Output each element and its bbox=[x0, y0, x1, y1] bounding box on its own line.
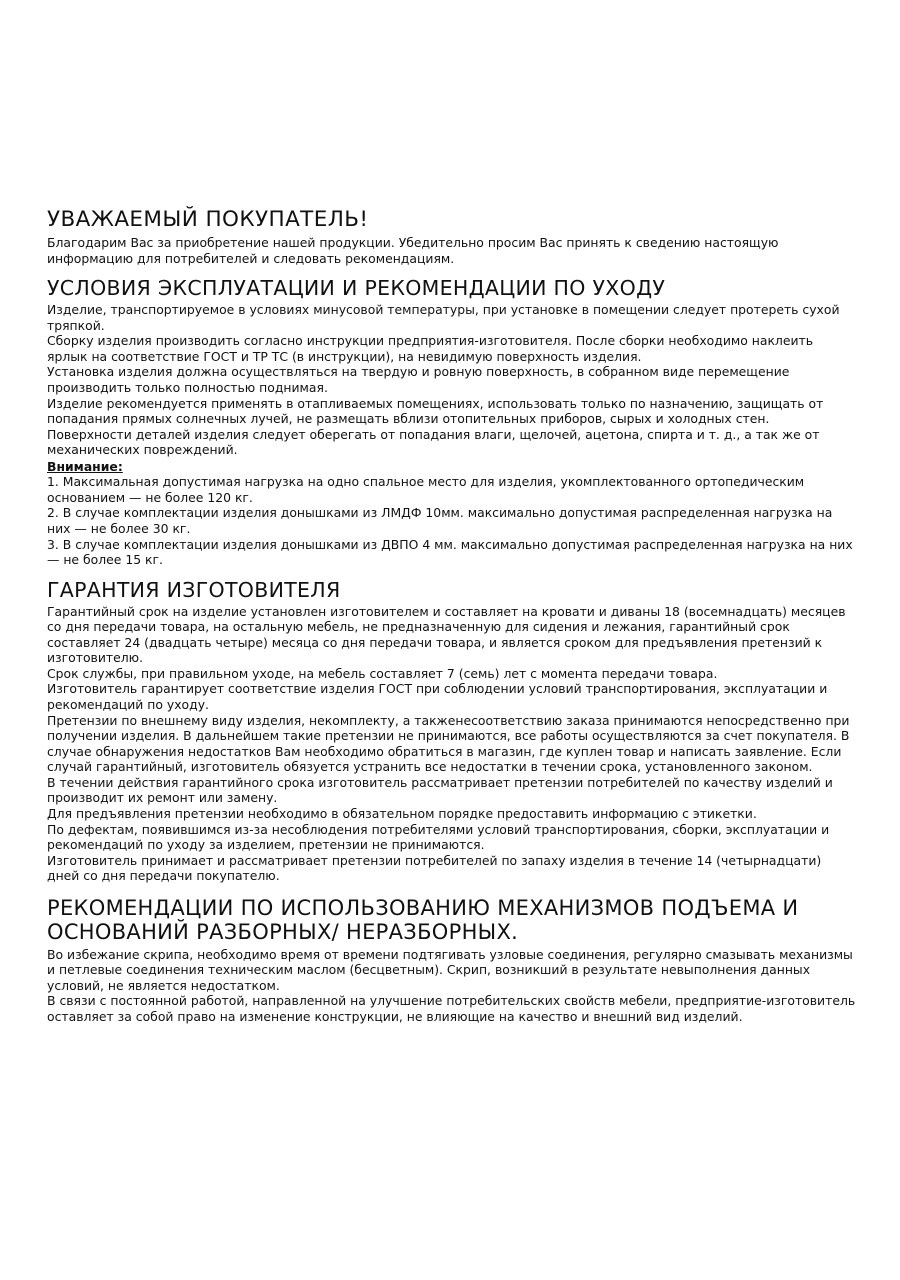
usage-paragraph-1: Изделие, транспортируемое в условиях минусовой температуры, при установке в помещении следует протереть сухой тряпкой. bbox=[47, 302, 840, 333]
usage-paragraph-3: Установка изделия должна осуществляться на твердую и ровную поверхность, в собранном виде перемещение производить только полностью поднимая. bbox=[47, 364, 790, 395]
section-title-usage: УСЛОВИЯ ЭКСПЛУАТАЦИИ И РЕКОМЕНДАЦИИ ПО УХОДУ bbox=[47, 276, 666, 301]
usage-paragraph-5: Поверхности деталей изделия следует оберегать от попадания влаги, щелочей, ацетона, спирта и т. д., а так же от механических повреждений. bbox=[47, 426, 820, 458]
section-title-warranty: ГАРАНТИЯ ИЗГОТОВИТЕЛЯ bbox=[47, 577, 341, 602]
page-title: УВАЖАЕМЫЙ ПОКУПАТЕЛЬ! bbox=[47, 207, 369, 232]
attention-item-2: 2. В случае комплектации изделия донышками из ЛМДФ 10мм. максимально допустимая распределенная нагрузка на них — не более 30 кг. bbox=[47, 505, 833, 537]
warranty-paragraph-7: По дефектам, появившимся из-за несоблюдения потребителями условий транспортирования, сборки, эксплуатации и рекомендаций по уходу за изделием, претензии не принимаются. bbox=[47, 821, 830, 853]
attention-label: Внимание: bbox=[47, 458, 123, 474]
usage-paragraph-4: Изделие рекомендуется применять в отапливаемых помещениях, использовать только по назначению, защищать от попадания прямых солнечных лучей, не размещать вблизи отопительных приборов, сырых и холодных стен. bbox=[47, 395, 824, 427]
document-content bbox=[47, 208, 857, 1024]
warranty-paragraph-5: В течении действия гарантийного срока изготовитель рассматривает претензии потребителей по качеству изделий и производит их ремонт или замену. bbox=[47, 774, 833, 806]
warranty-paragraph-6: Для предъявления претензии необходимо в обязательном порядке предоставить информацию с этикетки. bbox=[47, 805, 757, 821]
warranty-paragraph-8: Изготовитель принимает и рассматривает претензии потребителей по запаху изделия в течение 14 (четырнадцати) дней со дня передачи покупателю. bbox=[47, 852, 822, 884]
attention-item-1: 1. Максимальная допустимая нагрузка на одно спальное место для изделия, укомплектованного ортопедическим основанием — не более 120 кг. bbox=[47, 474, 805, 505]
mechanisms-paragraph-1: Во избежание скрипа, необходимо время от времени подтягивать узловые соединения, регулярно смазывать механизмы и петлевые соединения техническим маслом (бесцветным). Скрип, возникший в результате невыполнения данных условий, не является недостатком. bbox=[47, 946, 853, 993]
attention-item-3: 3. В случае комплектации изделия донышками из ДВПО 4 мм. максимально допустимая распределенная нагрузка на них — не более 15 кг. bbox=[47, 536, 853, 568]
section-title-mechanisms: РЕКОМЕНДАЦИИ ПО ИСПОЛЬЗОВАНИЮ МЕХАНИЗМОВ ПОДЪЕМА И ОСНОВАНИЙ РАЗБОРНЫХ/ НЕРАЗБОРНЫХ. bbox=[47, 895, 799, 944]
greeting-paragraph: Благодарим Вас за приобретение нашей продукции. Убедительно просим Вас принять к сведению настоящую информацию для потребителей и следовать рекомендациям. bbox=[47, 235, 779, 266]
warranty-paragraph-3: Изготовитель гарантирует соответствие изделия ГОСТ при соблюдении условий транспортирования, эксплуатации и рекомендаций по уходу. bbox=[47, 681, 828, 713]
usage-paragraph-2: Сборку изделия производить согласно инструкции предприятия-изготовителя. После сборки необходимо наклеить ярлык на соответствие ГОСТ и ТР ТС (в инструкции), на невидимую поверхность изделия. bbox=[47, 333, 814, 364]
warranty-paragraph-4: Претензии по внешнему виду изделия, некомплекту, а такженесоответствию заказа принимаются непосредственно при получении изделия. В дальнейшем такие претензии не принимаются, все работы осуществляются за счет покупателя. В случае обнаружения недостатков Вам необходимо обратиться в магазин, где куплен товар и написать заявление. Если случай гарантийный, изготовитель обязуется устранить все недостатки в течении срока, установленного законом. bbox=[47, 712, 850, 775]
mechanisms-paragraph-2: В связи с постоянной работой, направленной на улучшение потребительских свойств мебели, предприятие-изготовитель оставляет за собой право на изменение конструкции, не влияющие на качество и внешний вид изделий. bbox=[47, 993, 856, 1024]
warranty-paragraph-1: Гарантийный срок на изделие установлен изготовителем и составляет на кровати и диваны 18 (восемнадцать) месяцев со дня передачи товара, на остальную мебель, не предназначенную для сидения и лежания, гарантийный срок составляет 24 (двадцать четыре) месяца со дня передачи товара, и является сроком для предъявления претензий к изготовителю. bbox=[47, 603, 846, 666]
warranty-paragraph-2: Срок службы, при правильном уходе, на мебель составляет 7 (семь) лет с момента передачи товара. bbox=[47, 665, 718, 681]
